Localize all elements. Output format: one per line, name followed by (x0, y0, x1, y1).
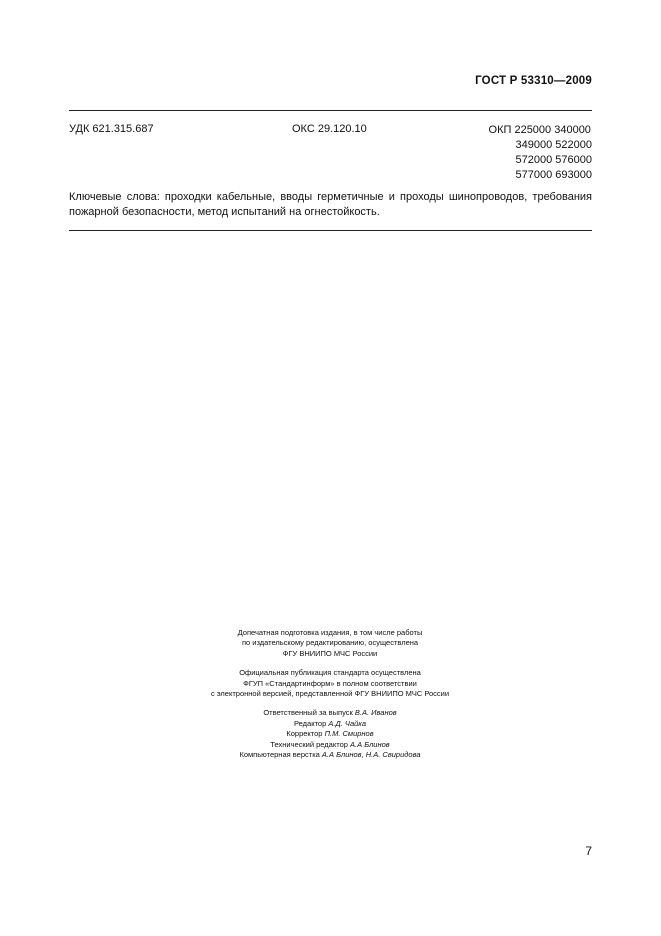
credit-role: Компьютерная верстка (239, 750, 320, 760)
credit-name: А.А Блинов, Н.А. Свиридова (321, 750, 421, 760)
credits (130, 708, 530, 760)
credit-line (130, 719, 530, 729)
prep-note (130, 628, 530, 659)
credit-line (130, 740, 530, 750)
okp-line: 349000 522000 (515, 139, 592, 151)
oks-code: ОКС 29.120.10 (292, 123, 367, 135)
bottom-divider (69, 230, 592, 231)
credit-role: Ответственный за выпуск (263, 708, 353, 718)
credit-role: Технический редактор (270, 739, 348, 749)
imprint-line: ФГУ ВНИИПО МЧС России (282, 648, 378, 658)
credit-line (130, 708, 530, 718)
okp-line: 572000 576000 (515, 154, 592, 166)
credit-line (130, 729, 530, 739)
credit-name: В.А. Иванов (354, 708, 397, 718)
page-number: 7 (585, 844, 592, 858)
okp-line: ОКП 225000 340000 (488, 124, 591, 136)
credit-line (130, 750, 530, 760)
credit-role: Корректор (286, 729, 323, 739)
keywords-paragraph: Ключевые слова: проходки кабельные, вводы герметичные и проходы шинопроводов, требования пожарной безопасности, метод испытаний на огнестойкость. (69, 191, 592, 218)
credit-name: П.М. Смирнов (324, 729, 374, 739)
imprint-line: ФГУП «Стандартинформ» в полном соответствии (243, 678, 417, 688)
credit-name: А.А Блинов (350, 739, 390, 749)
imprint-block (130, 628, 530, 769)
top-divider (69, 110, 592, 111)
udk-code: УДК 621.315.687 (69, 123, 154, 135)
imprint-line: по издательскому редактированию, осуществлена (241, 638, 419, 648)
standard-code: ГОСТ Р 53310—2009 (475, 75, 592, 87)
okp-line: 577000 693000 (515, 169, 592, 181)
imprint-line: с электронной версией, представленной ФГУ ВНИИПО МЧС России (210, 689, 450, 699)
publication-note (130, 668, 530, 699)
credit-role: Редактор (293, 718, 327, 728)
imprint-line: Официальная публикация стандарта осуществлена (239, 668, 421, 678)
credit-name: А.Д. Чайка (328, 718, 367, 728)
okp-codes (488, 123, 592, 183)
imprint-line: Допечатная подготовка издания, в том числе работы (237, 628, 423, 637)
